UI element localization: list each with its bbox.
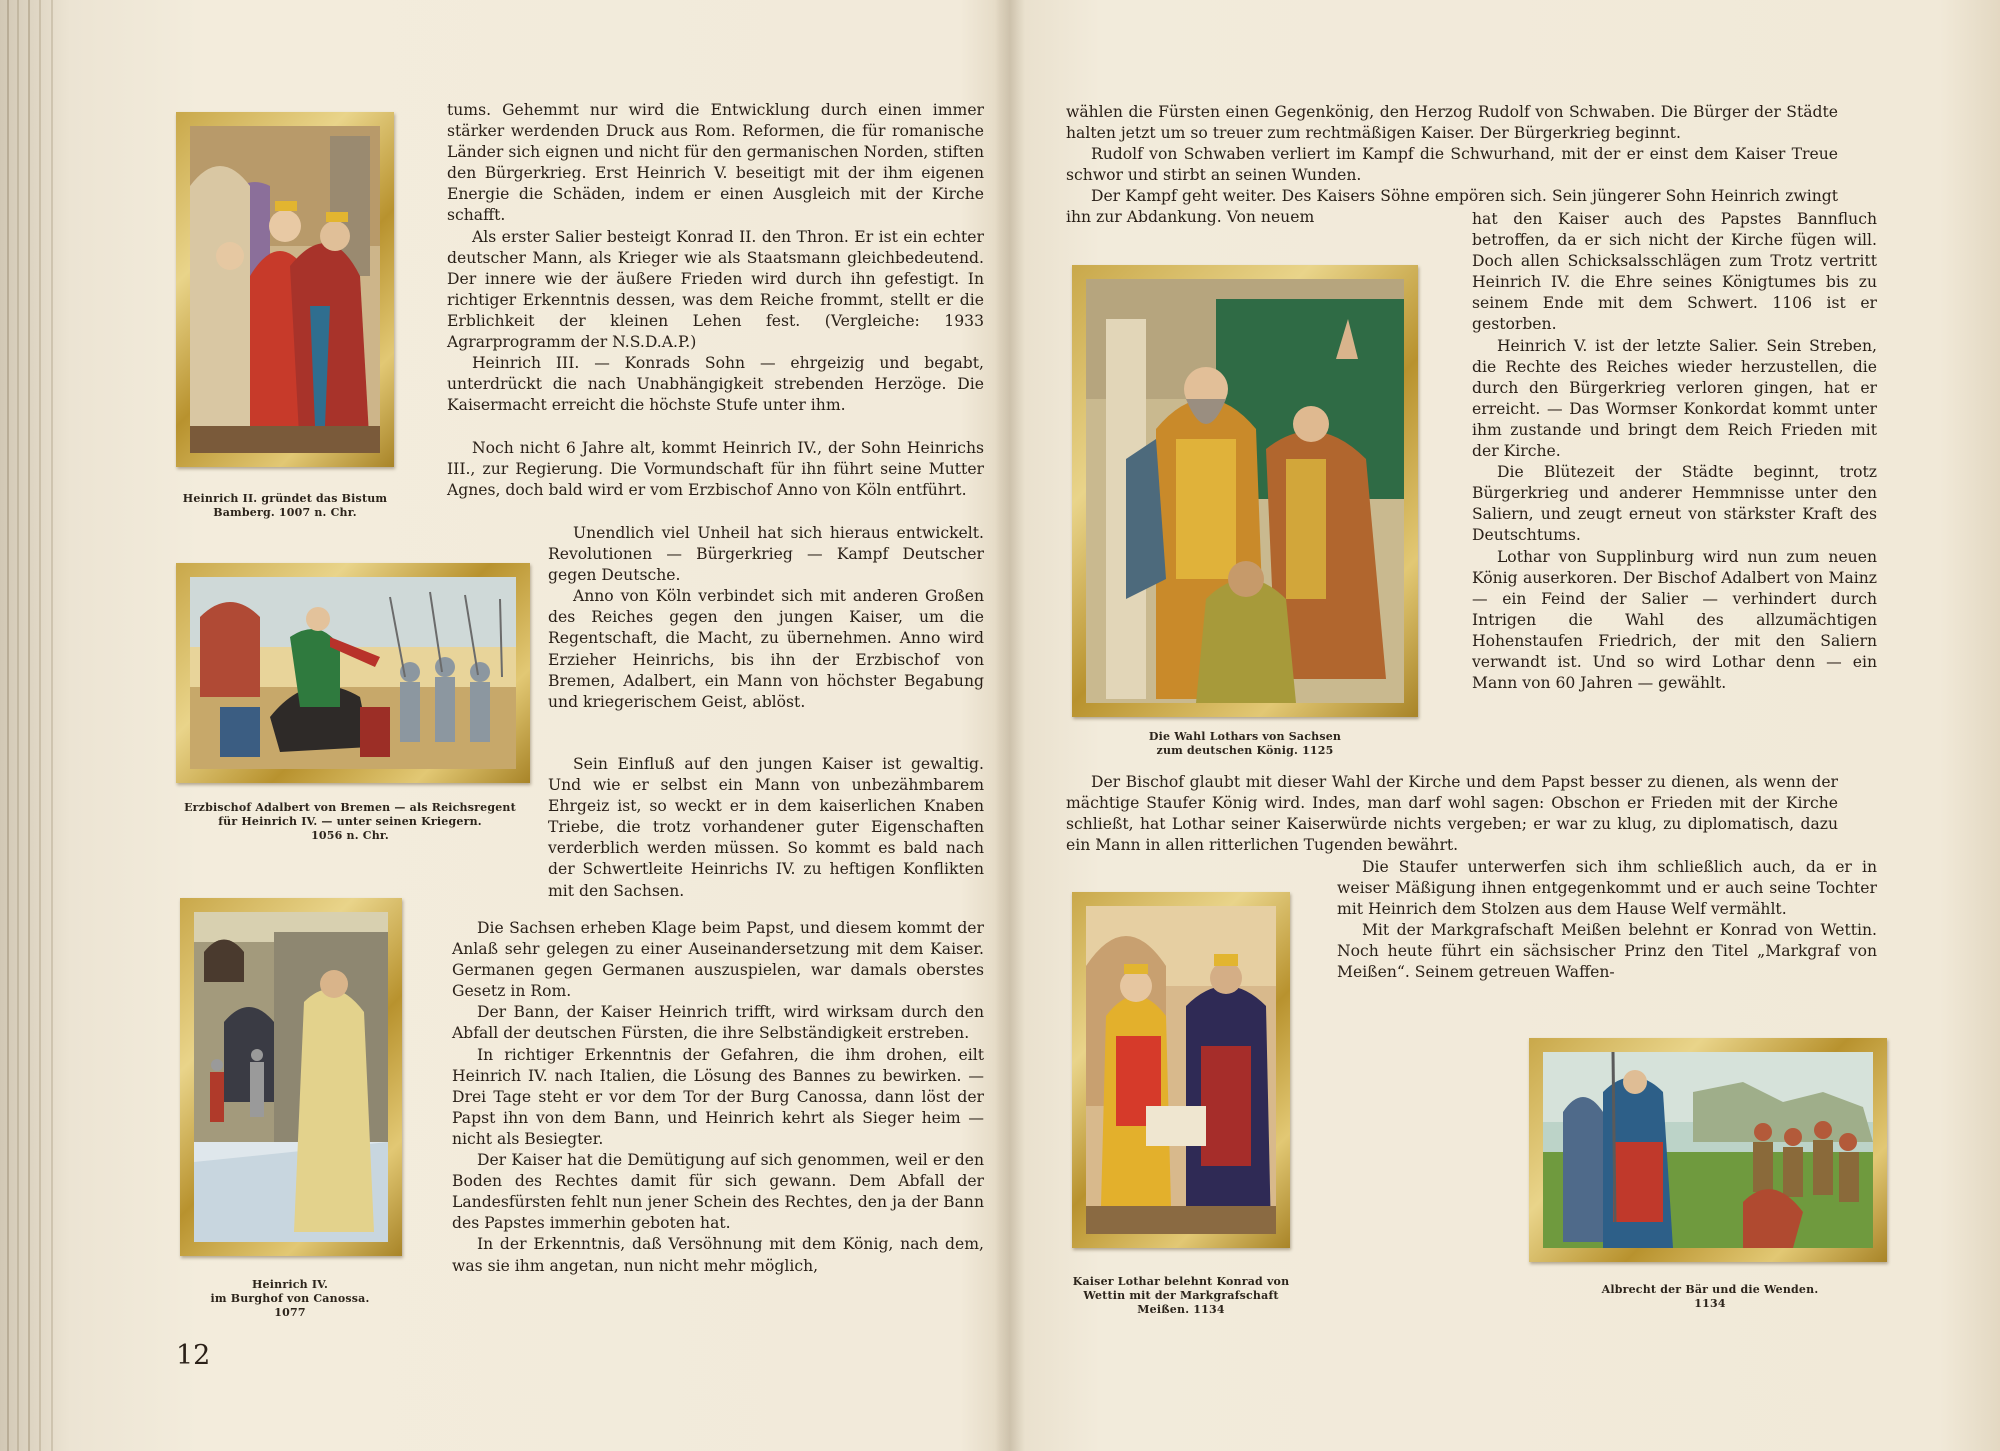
image-heinrich-ii-bamberg — [176, 112, 394, 467]
paragraph: Der Bischof glaubt mit dieser Wahl der Kirche und dem Papst besser zu dienen, als wenn der mächtige Staufer König wird. Indes, man darf wohl sagen: Obschon er Frieden mit der Kirche schließt, hat Lothar seiner Kaiserwürde nichts vergeben; er war zu klug, zu diplomatisch, dazu ein Mann in allen ritterlichen Tugenden bewährt. — [1066, 773, 1838, 855]
caption-line: Albrecht der Bär und die Wenden. — [1601, 1283, 1819, 1296]
image-wahl-lothars — [1072, 265, 1418, 717]
image-konrad-wettin — [1072, 892, 1290, 1248]
paragraph: Der Bann, der Kaiser Heinrich trifft, wird wirksam durch den Abfall der deutschen Fürsten, die ihre Selbständigkeit erstreben. — [452, 1003, 984, 1043]
paragraph: Heinrich III. — Konrads Sohn — ehrgeizig und begabt, unterdrückt die nach Unabhängigkeit strebenden Herzöge. Die Kaisermacht erreicht die höchste Stufe unter ihm. — [447, 354, 984, 415]
caption-line: zum deutschen König. 1125 — [1156, 744, 1334, 757]
paragraph: Heinrich V. ist der letzte Salier. Sein Streben, die Rechte des Reiches wieder herzustellen, die durch den Bürgerkrieg verloren gingen, hat er erreicht. — Das Wormser Konkordat kommt unter ihm zustande und bringt dem Reich Frieden mit der Kirche. — [1472, 336, 1877, 461]
paragraph: Der Kampf geht weiter. Des Kaisers Söhne empören sich. Sein jüngerer Sohn Heinrich zwingt ihn zur Abdankung. Von neuem — [1066, 187, 1838, 227]
caption-line: Heinrich IV. — [251, 1278, 329, 1291]
image-adalbert-bremen — [176, 563, 530, 783]
illustration — [1543, 1052, 1873, 1248]
left-column-middle — [447, 438, 984, 501]
left-column-narrow — [548, 523, 984, 713]
paragraph: Unendlich viel Unheil hat sich hieraus entwickelt. Revolutionen — Bürgerkrieg — Kampf Deutscher gegen Deutsche. — [548, 524, 984, 585]
page-edges — [0, 0, 70, 1451]
illustration — [1086, 279, 1404, 703]
caption-line: Erzbischof Adalbert von Bremen — als Reichsregent — [184, 801, 516, 814]
paragraph: wählen die Fürsten einen Gegenkönig, den Herzog Rudolf von Schwaben. Die Bürger der Städte halten jetzt um so treuer zum rechtmäßigen Kaiser. Der Bürgerkrieg beginnt. — [1066, 103, 1838, 143]
paragraph: tums. Gehemmt nur wird die Entwicklung durch einen immer stärker werdenden Druck aus Rom. Reformen, die für romanische Länder sich eignen und nicht für den germanischen Norden, stiften den Bürgerkrieg. Erst Heinrich V. beseitigt mit der ihm eigenen Energie die Schäden, indem er einen Ausgleich mit der Kirche schafft. — [447, 101, 984, 225]
illustration — [190, 577, 516, 769]
caption-5 — [1056, 1275, 1306, 1317]
paragraph: Die Sachsen erheben Klage beim Papst, und diesem kommt der Anlaß sehr gelegen zu einer Auseinandersetzung mit dem Kaiser. Germanen gegen Germanen auszuspielen, war damals oberstes Gesetz in Rom. — [452, 919, 984, 1001]
paragraph: Als erster Salier besteigt Konrad II. den Thron. Er ist ein echter deutscher Mann, als Krieger wie als Staatsmann gleichbedeutend. Der innere wie der äußere Frieden wird durch ihn gefestigt. In richtiger Erkenntnis dessen, was dem Reiche frommt, stellt er die Erblichkeit der kleinen Lehen fest. (Vergleiche: 1933 Agrarprogramm der N.S.D.A.P.) — [447, 227, 984, 352]
caption-line: Die Wahl Lothars von Sachsen — [1148, 730, 1342, 743]
caption-line: für Heinrich IV. — unter seinen Kriegern. — [218, 815, 482, 828]
right-column-lower — [1337, 857, 1877, 984]
caption-3 — [190, 1278, 390, 1320]
paragraph: Die Staufer unterwerfen sich ihm schließlich auch, da er in weiser Mäßigung ihnen entgegenkommt und er auch seine Tochter mit Heinrich dem Stolzen aus dem Hause Welf vermählt. — [1337, 858, 1877, 919]
caption-line: Kaiser Lothar belehnt Konrad von — [1072, 1275, 1290, 1288]
left-column-einfluss — [548, 754, 984, 902]
left-column-bottom — [452, 918, 984, 1277]
paragraph: Mit der Markgrafschaft Meißen belehnt er Konrad von Wettin. Noch heute führt ein sächsischer Prinz den Titel „Markgraf von Meißen“. Seinem getreuen Waffen- — [1337, 921, 1877, 982]
paragraph: Lothar von Supplinburg wird nun zum neuen König auserkoren. Der Bischof Adalbert von Mainz — ein Feind der Salier — verhindert durch Intrigen die Wahl des allzumächtigen Hohenstaufen Friedrich, der mit den Saliern verwandt ist. Und so wird Lothar denn — ein Mann von 60 Jahren — gewählt. — [1472, 547, 1877, 693]
page-number: 12 — [176, 1340, 211, 1371]
paragraph: In der Erkenntnis, daß Versöhnung mit dem König, nach dem, was sie ihm angetan, nun nicht mehr möglich, — [452, 1235, 984, 1275]
paragraph: Noch nicht 6 Jahre alt, kommt Heinrich IV., der Sohn Heinrichs III., zur Regierung. Die Vormundschaft für ihn führt seine Mutter Agnes, doch bald wird er vom Erzbischof Anno von Köln entführt. — [447, 439, 984, 500]
illustration — [194, 912, 388, 1242]
illustration — [1086, 906, 1276, 1234]
book-gutter — [995, 0, 1025, 1451]
caption-line: 1056 n. Chr. — [311, 829, 389, 842]
caption-4 — [1110, 730, 1380, 758]
right-column-middle — [1066, 772, 1838, 856]
caption-line: 1134 — [1694, 1297, 1726, 1310]
caption-line: im Burghof von Canossa. — [210, 1292, 370, 1305]
caption-line: Heinrich II. gründet das Bistum — [182, 492, 388, 505]
left-column-top — [447, 100, 984, 416]
paragraph: Sein Einfluß auf den jungen Kaiser ist gewaltig. Und wie er selbst ein Mann von unbezähmbarem Ehrgeiz ist, so weckt er in dem kaiserlichen Knaben Triebe, die trotz vorhandener guter Eigenschaften verderblich werden müssen. So kommt es bald nach der Schwertleite Heinrichs IV. zu heftigen Konflikten mit den Sachsen. — [548, 755, 984, 900]
caption-line: Wettin mit der Markgrafschaft — [1083, 1289, 1279, 1302]
caption-1 — [160, 492, 410, 520]
paragraph: Anno von Köln verbindet sich mit anderen Großen des Reiches gegen den jungen Kaiser, um die Regentschaft, die Macht, zu übernehmen. Anno wird Erzieher Heinrichs, bis ihn der Erzbischof von Bremen, Adalbert, ein Mann von höchster Begabung und kriegerischem Geist, ablöst. — [548, 587, 984, 711]
image-canossa — [180, 898, 402, 1256]
caption-2 — [180, 801, 520, 843]
caption-line: Bamberg. 1007 n. Chr. — [213, 506, 357, 519]
image-albrecht-wenden — [1529, 1038, 1887, 1262]
caption-line: 1077 — [274, 1306, 306, 1319]
right-column-side — [1472, 209, 1877, 694]
paragraph: In richtiger Erkenntnis der Gefahren, die ihm drohen, eilt Heinrich IV. nach Italien, die Lösung des Bannes zu bewirken. — Drei Tage steht er vor dem Tor der Burg Canossa, dann löst der Papst ihn von dem Bann, und Heinrich kehrt als Sieger heim — nicht als Besiegter. — [452, 1045, 984, 1148]
paragraph: Der Kaiser hat die Demütigung auf sich genommen, weil er den Boden des Rechtes damit für sich gewann. Dem Abfall der Landesfürsten fehlt nun jener Schein des Rechtes, den ja der Bann des Papstes immerhin geboten hat. — [452, 1151, 984, 1233]
illustration — [190, 126, 380, 453]
paragraph: Die Blütezeit der Städte beginnt, trotz Bürgerkrieg und anderer Hemmnisse unter den Saliern, und zeugt erneut von stärkster Kraft des Deutschtums. — [1472, 463, 1877, 545]
caption-line: Meißen. 1134 — [1137, 1303, 1225, 1316]
paragraph: Rudolf von Schwaben verliert im Kampf die Schwurhand, mit der er einst dem Kaiser Treue schwor und stirbt an seinen Wunden. — [1066, 145, 1838, 185]
paragraph: hat den Kaiser auch des Papstes Bannfluch betroffen, da er sich nicht der Kirche fügen will. Doch allen Schicksalsschlägen zum Trotz vertritt Heinrich IV. die Ehre seines Königtumes bis zu seinem Ende mit dem Schwert. 1106 ist er gestorben. — [1472, 210, 1877, 334]
caption-6 — [1560, 1283, 1860, 1311]
